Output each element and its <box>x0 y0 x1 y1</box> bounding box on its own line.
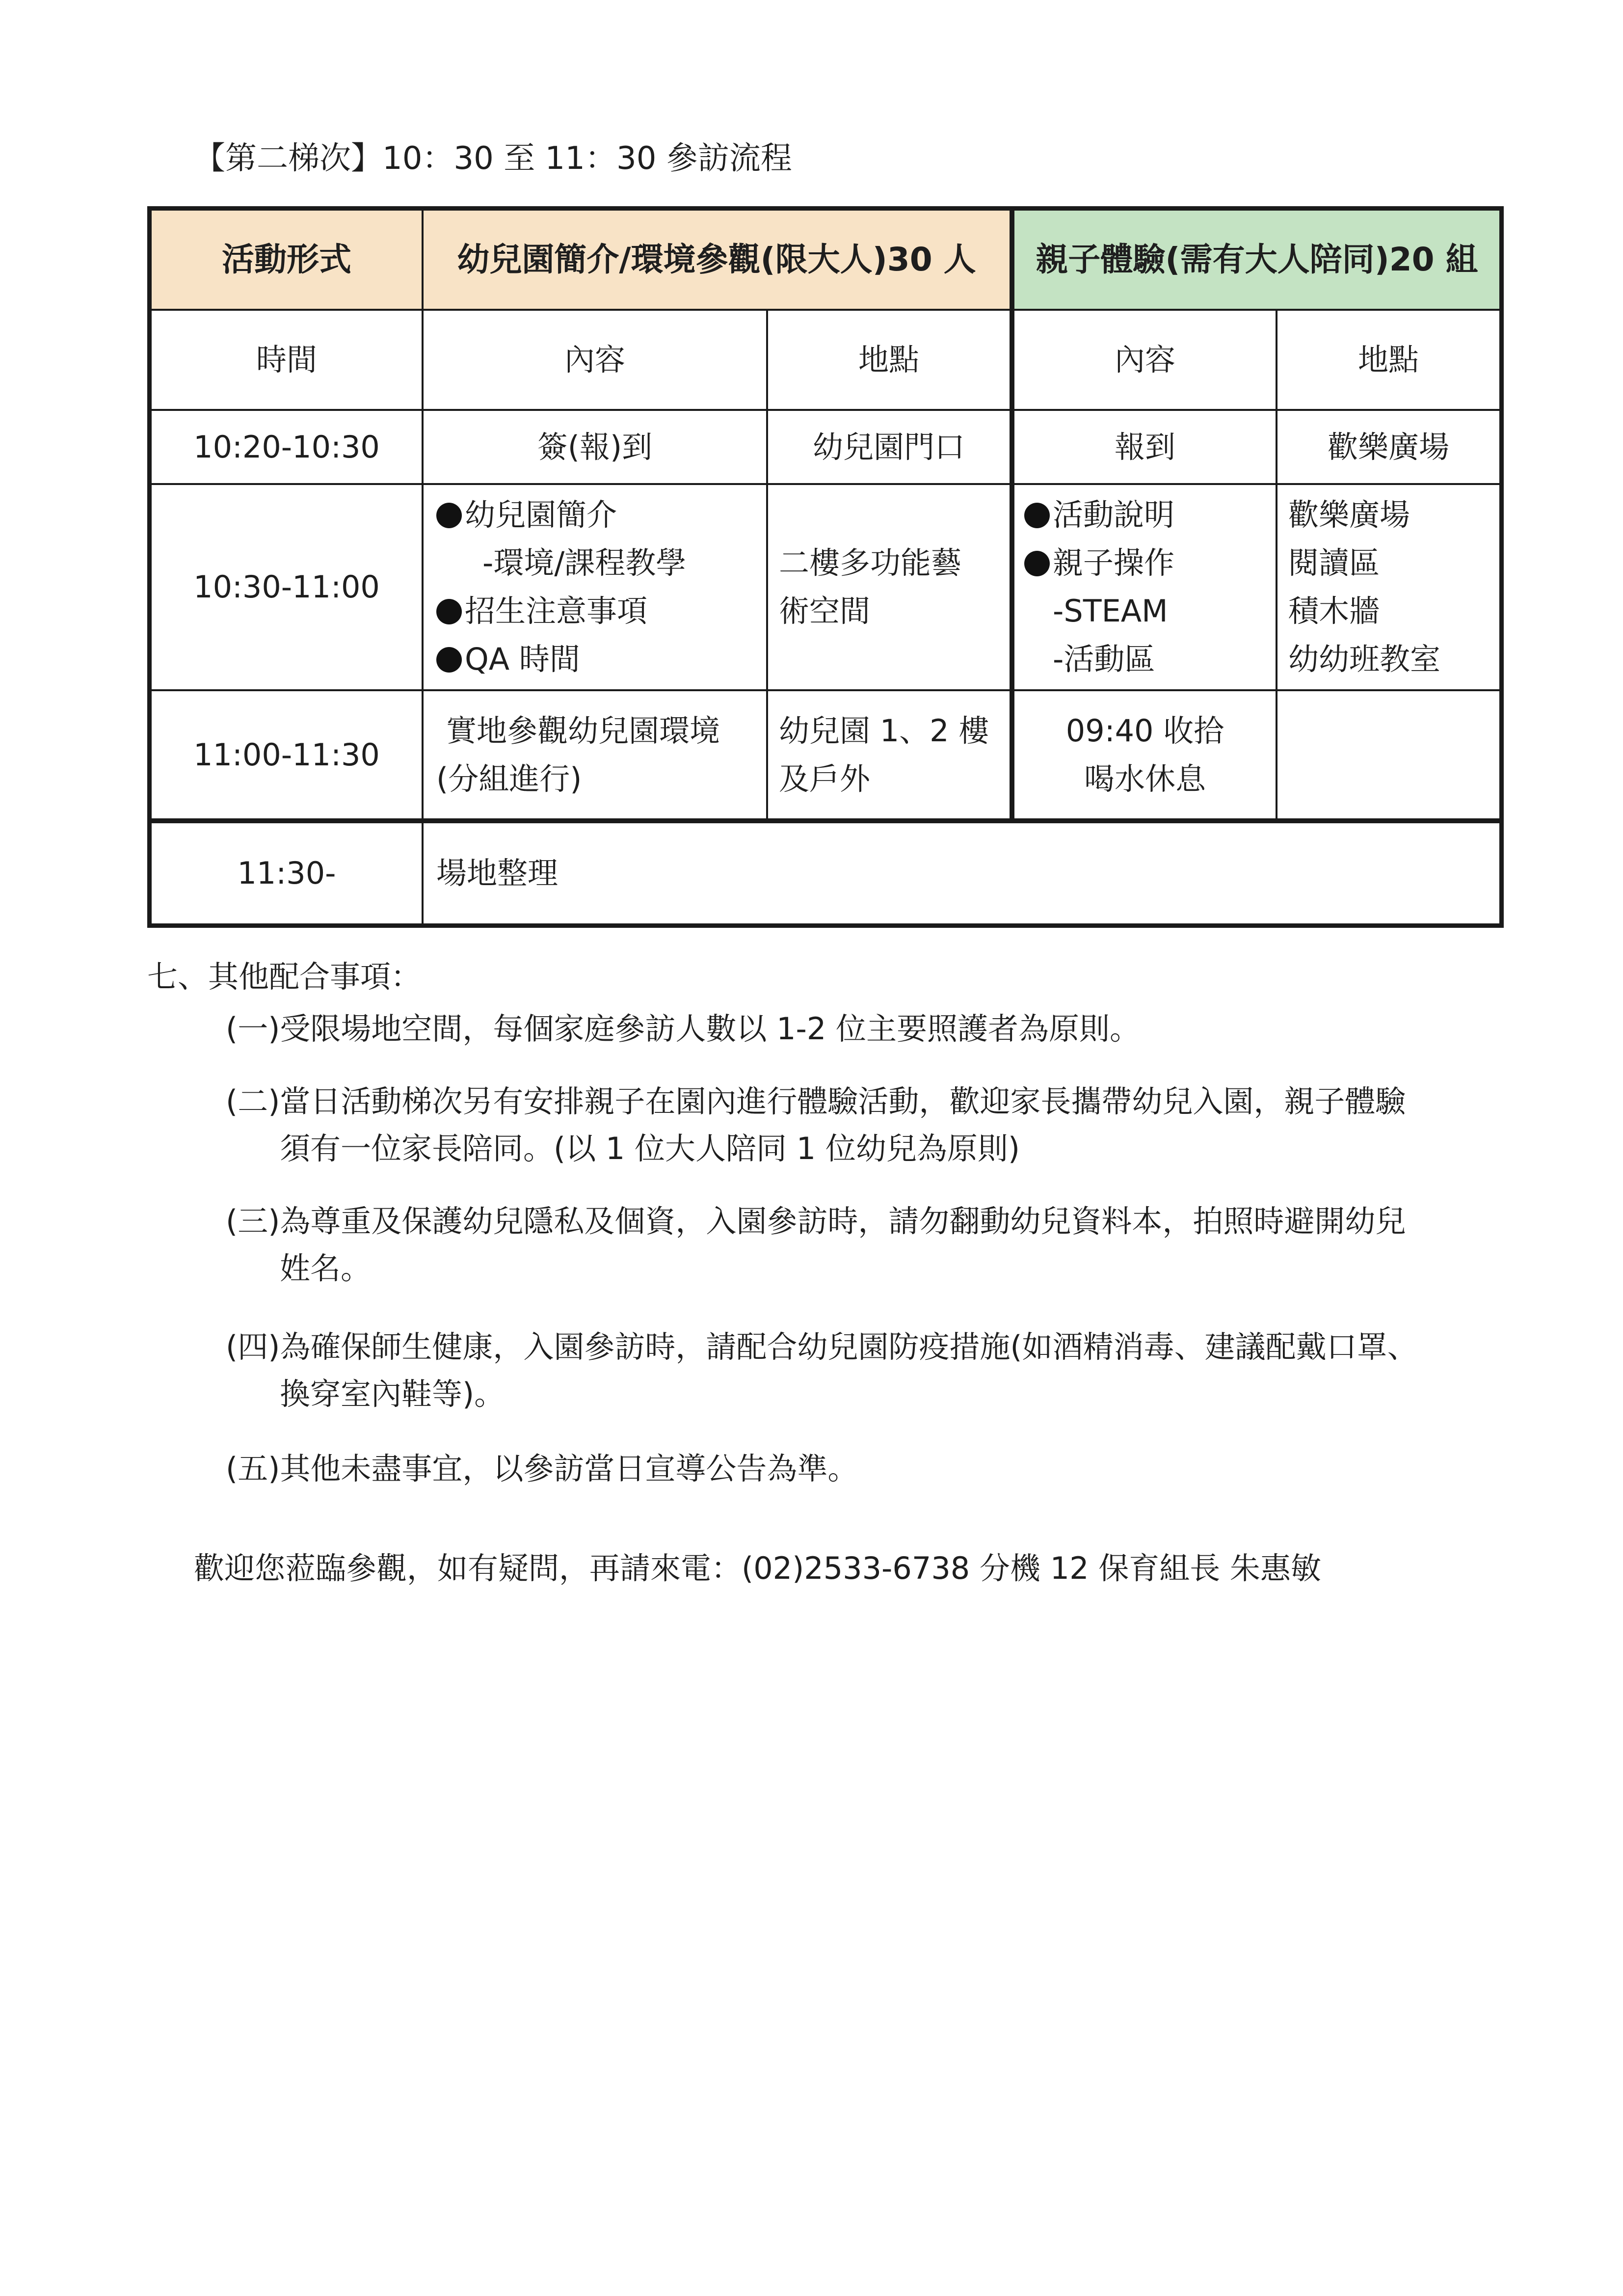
bullet-icon <box>1024 503 1050 528</box>
header-group-a: 幼兒園簡介/環境參觀(限大人)30 人 <box>457 241 976 278</box>
row1-b-place: 歡樂廣場 <box>1327 429 1449 465</box>
subheader-a-content: 內容 <box>564 342 625 378</box>
row2-b-content <box>1024 485 1276 689</box>
contact-footer: 歡迎您蒞臨參觀，如有疑問，再請來電：(02)2533-6738 分機 12 保育組長 朱惠敏 <box>194 1550 1321 1586</box>
list-item: 招生注意事項 <box>436 587 647 635</box>
row2-a-content <box>436 485 766 689</box>
section-title: 【第二梯次】10：30 至 11：30 參訪流程 <box>194 140 792 177</box>
row1-a-place: 幼兒園門口 <box>812 429 965 465</box>
row3-a-place: 幼兒園 1、2 樓 及戶外 <box>779 712 989 797</box>
list-item: 活動說明 <box>1024 491 1174 539</box>
schedule-table <box>147 206 1504 928</box>
row4-merged: 場地整理 <box>436 855 559 891</box>
row3-b-content: 09:40 收拾 喝水休息 <box>1065 712 1224 797</box>
row1-time: 10:20-10:30 <box>193 429 380 465</box>
list-item: 幼兒園簡介 <box>436 491 617 539</box>
row3-b-place-empty <box>1277 691 1499 818</box>
grid-line-thick <box>1010 211 1014 819</box>
row3-a-content: 實地參觀幼兒園環境 (分組進行) <box>436 712 720 797</box>
row2-time: 10:30-11:00 <box>193 569 380 605</box>
header-group-b: 親子體驗(需有大人陪同)20 組 <box>1036 241 1478 278</box>
subheader-a-place: 地點 <box>858 342 919 378</box>
notes-heading: 七、其他配合事項： <box>147 959 422 995</box>
bullet-icon <box>436 599 462 624</box>
list-item: -環境/課程教學 <box>482 545 687 581</box>
row4-time: 11:30- <box>237 855 336 891</box>
list-item: QA 時間 <box>436 635 580 683</box>
list-item: -活動區 <box>1053 641 1155 677</box>
row3-time: 11:00-11:30 <box>193 736 380 773</box>
note-item-3: (三)為尊重及保護幼兒隱私及個資，入園參訪時，請勿翻動幼兒資料本，拍照時避開幼兒 姓名。 <box>226 1203 1406 1286</box>
list-item: 親子操作 <box>1024 539 1174 587</box>
subheader-b-content: 內容 <box>1114 342 1175 378</box>
row1-b-content: 報到 <box>1114 429 1175 465</box>
note-item-4: (四)為確保師生健康，入園參訪時，請配合幼兒園防疫措施(如酒精消毒、建議配戴口罩、 換穿室內鞋等)。 <box>226 1329 1418 1412</box>
subheader-time: 時間 <box>256 342 317 378</box>
row2-a-place: 二樓多功能藝 術空間 <box>779 545 962 629</box>
header-format: 活動形式 <box>222 241 351 278</box>
row2-b-place: 歡樂廣場 閱讀區 積木牆 幼幼班教室 <box>1288 497 1441 677</box>
note-item-2: (二)當日活動梯次另有安排親子在園內進行體驗活動，歡迎家長攜帶幼兒入園，親子體驗 須有一位家長陪同。(以 1 位大人陪同 1 位幼兒為原則) <box>226 1083 1406 1166</box>
row1-a-content: 簽(報)到 <box>537 429 653 465</box>
grid-line-thick <box>152 818 1499 823</box>
note-item-1: (一)受限場地空間，每個家庭參訪人數以 1-2 位主要照護者為原則。 <box>226 1011 1141 1047</box>
subheader-b-place: 地點 <box>1357 342 1419 378</box>
bullet-icon <box>1024 551 1050 576</box>
list-item: -STEAM <box>1053 593 1168 629</box>
bullet-icon <box>436 503 462 528</box>
bullet-icon <box>436 647 462 673</box>
note-item-5: (五)其他未盡事宜，以參訪當日宣導公告為準。 <box>226 1451 858 1486</box>
